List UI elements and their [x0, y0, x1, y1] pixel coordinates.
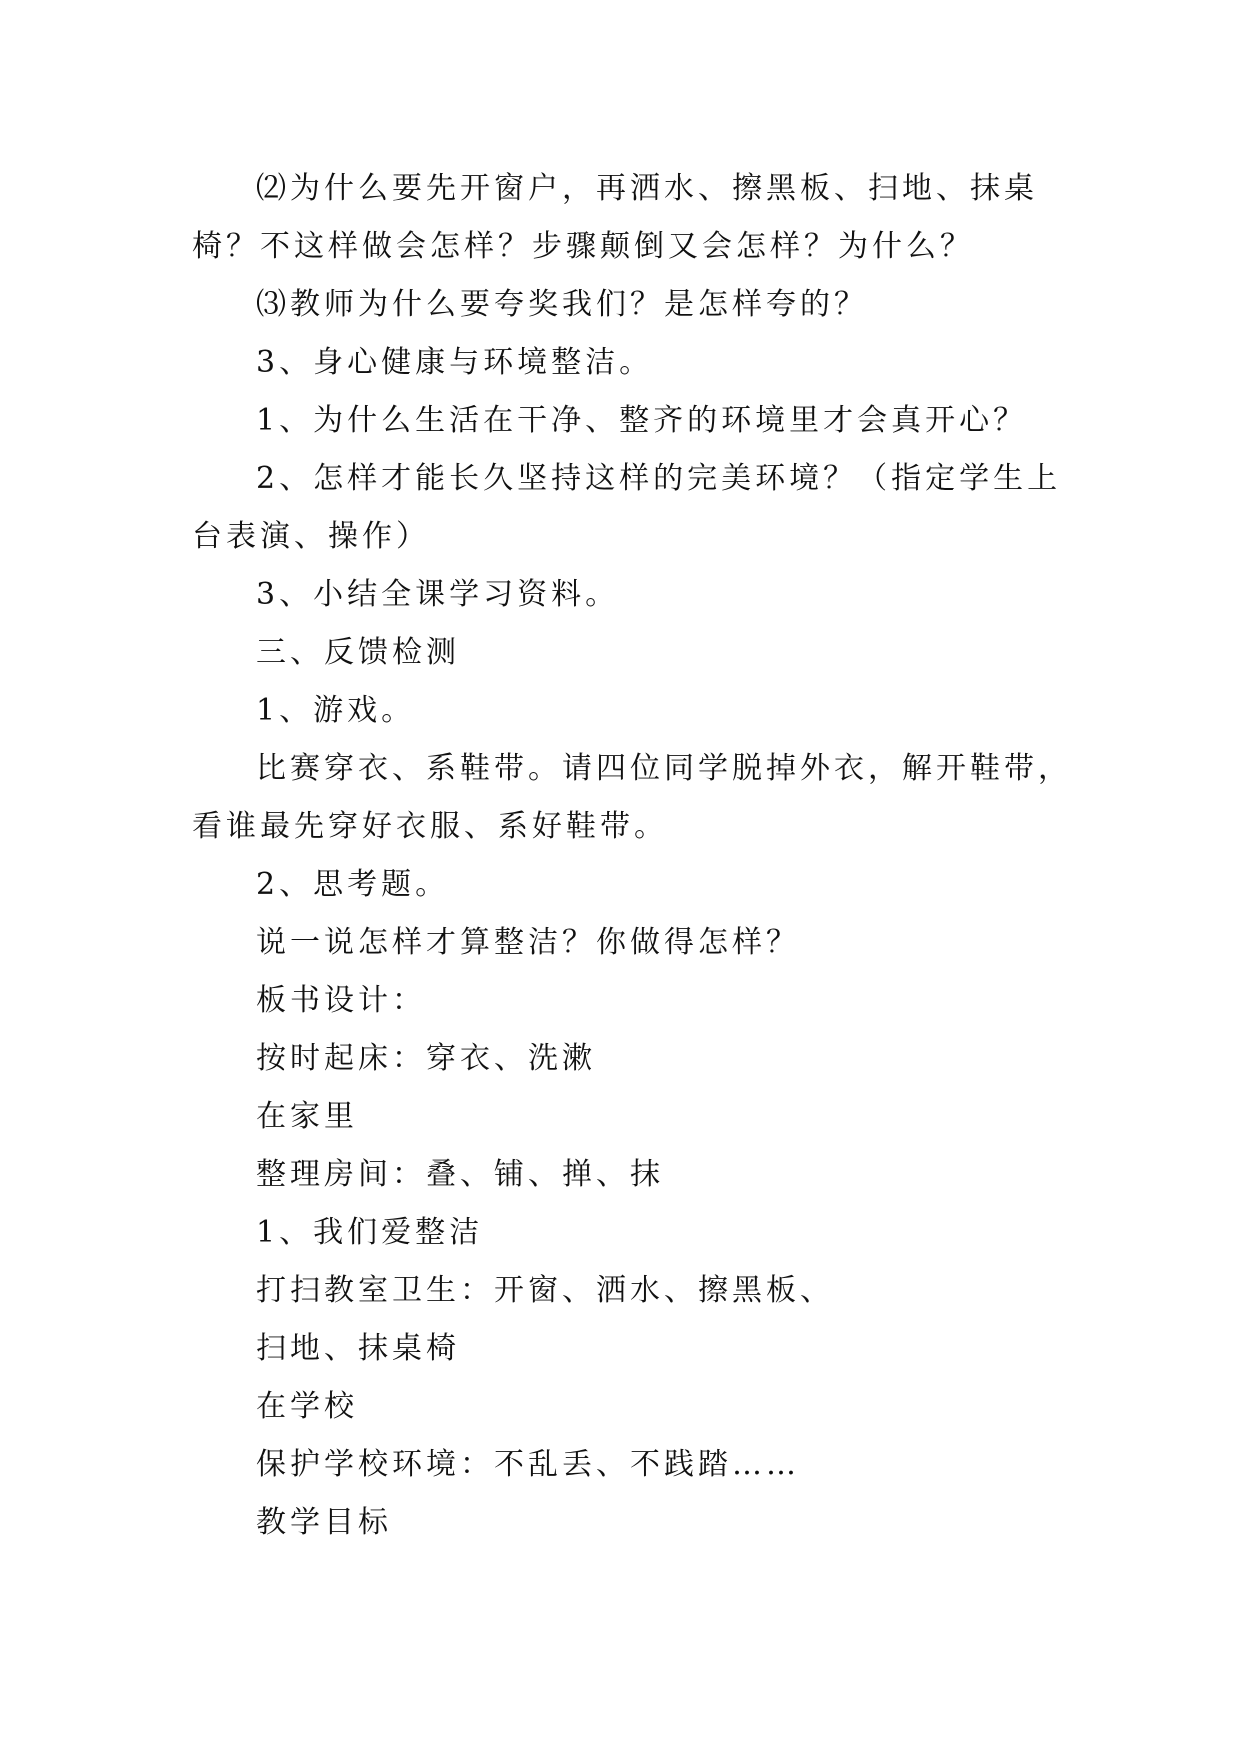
paragraph-board-line-7: 在学校 — [256, 1389, 358, 1424]
paragraph-thinking-question: 说一说怎样才算整洁？你做得怎样？ — [256, 925, 800, 960]
paragraph-thinking-heading: 2、思考题。 — [256, 867, 450, 902]
paragraph-question-2: ⑵为什么要先开窗户，再洒水、擦黑板、扫地、抹桌椅？不这样做会怎样？步骤颠倒又会怎样？为什么？ — [192, 171, 1038, 264]
paragraph-board-line-6: 扫地、抹桌椅 — [256, 1331, 460, 1366]
paragraph-board-line-8: 保护学校环境：不乱丢、不践踏…… — [256, 1447, 800, 1482]
paragraph-board-line-2: 在家里 — [256, 1099, 358, 1134]
paragraph-section-3-heading: 3、身心健康与环境整洁。 — [256, 345, 654, 380]
paragraph-game-heading: 1、游戏。 — [256, 693, 416, 728]
paragraph-question-3: ⑶教师为什么要夸奖我们？是怎样夸的？ — [256, 287, 868, 322]
paragraph-board-design-heading: 板书设计： — [256, 983, 426, 1018]
paragraph-item-2: 2、怎样才能长久坚持这样的完美环境？（指定学生上台表演、操作） — [192, 461, 1062, 554]
paragraph-board-line-1: 按时起床：穿衣、洗漱 — [256, 1041, 596, 1076]
document-body — [192, 160, 1072, 1552]
paragraph-board-line-5: 打扫教室卫生：开窗、洒水、擦黑板、 — [256, 1273, 834, 1308]
paragraph-feedback-heading: 三、反馈检测 — [256, 635, 460, 670]
paragraph-item-1: 1、为什么生活在干净、整齐的环境里才会真开心？ — [256, 403, 1028, 438]
paragraph-board-line-4: 1、我们爱整洁 — [256, 1215, 484, 1250]
paragraph-game-description: 比赛穿衣、系鞋带。请四位同学脱掉外衣，解开鞋带，看谁最先穿好衣服、系好鞋带。 — [192, 751, 1072, 844]
paragraph-board-line-3: 整理房间：叠、铺、掸、抹 — [256, 1157, 664, 1192]
paragraph-teaching-goals-heading: 教学目标 — [256, 1505, 392, 1540]
paragraph-item-3: 3、小结全课学习资料。 — [256, 577, 620, 612]
